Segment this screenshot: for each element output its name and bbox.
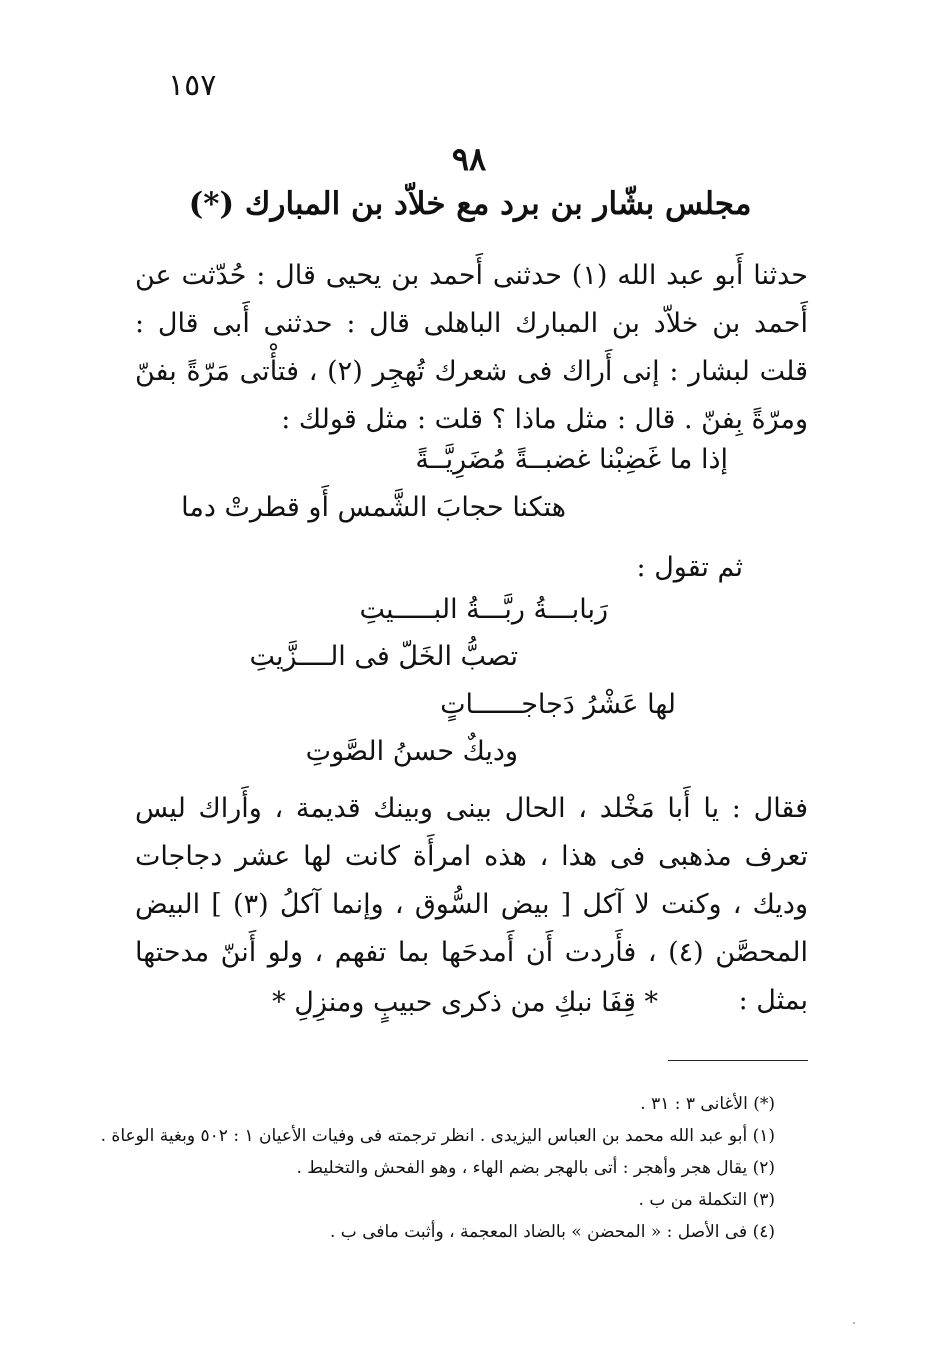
footnotes xyxy=(100,1088,775,1248)
verse-line: * قِفَا نبكِ من ذكرى حبيبٍ ومنزِلِ * xyxy=(272,987,658,1018)
verse-line: وديكٌ حسنُ الصَّوتِ xyxy=(305,736,518,767)
verse-line: لها عَشْرُ دَجاجــــــاتٍ xyxy=(440,689,676,720)
section-title: مجلس بشّار بن برد مع خلاّد بن المبارك (*) xyxy=(188,186,752,222)
verse-line: هتكنا حجابَ الشَّمس أَو قطرتْ دما xyxy=(181,492,566,523)
footnote: (٢) يقال هجر وأهجر : أتى بالهجر بضم الهاء ، وهو الفحش والتخليط . xyxy=(296,1158,775,1178)
scan-speck xyxy=(853,1322,855,1324)
then-you-say: ثم تقول : xyxy=(636,552,743,583)
section-number: ٩٨ xyxy=(451,140,487,178)
footnote: (٣) التكملة من ب . xyxy=(638,1190,775,1210)
footnote-divider xyxy=(668,1060,808,1061)
footnote: (١) أبو عبد الله محمد بن العباس اليزيدى . انظر ترجمته فى وفيات الأعيان ١ : ٥٠٢ وبغية الوعاة . xyxy=(100,1126,775,1146)
verse-line: رَبابـــةُ ربَّـــةُ البـــــيتِ xyxy=(359,594,608,625)
verse-line: إذا ما غَضِبْنا غضبــةً مُضَرِيَّــةً xyxy=(415,444,728,475)
footnote: (*) الأغانى ٣ : ٣١ . xyxy=(640,1094,775,1114)
footnote: (٤) فى الأصل : « المحضن » بالضاد المعجمة ، وأثبت مافى ب . xyxy=(330,1222,775,1242)
intro-paragraph: حدثنا أَبو عبد الله (١) حدثنى أَحمد بن يحيى قال : حُدّثت عن أَحمد بن خلاّد بن المبارك الباهلى قال : حدثنى أَبى قال : قلت لبشار : إنى أَراك فى شعرك تُهجِر (٢) ، فتأْتى مَرّةً بفنّ ومرّةً بِفنّ . قال : مثل ماذا ؟ قلت : مثل قولك : xyxy=(135,260,809,435)
page-number: ١٥٧ xyxy=(168,68,217,103)
reply-paragraph: فقال : يا أَبا مَخْلد ، الحال بينى وبينك قديمة ، وأَراك ليس تعرف مذهبى فى هذا ، هذه امرأَة كانت لها عشر دجاجات وديك ، وكنت لا آكل [ بيض السُّوق ، وإنما آكلُ (٣) ] البيض المحصَّن (٤) ، فأَردت أَن أَمدحَها بما تفهم ، ولو أَننّ مدحتها بمثل : xyxy=(135,793,808,1016)
verse-line: تصبُّ الخَلّ فى الــــزَّيتِ xyxy=(249,641,518,672)
